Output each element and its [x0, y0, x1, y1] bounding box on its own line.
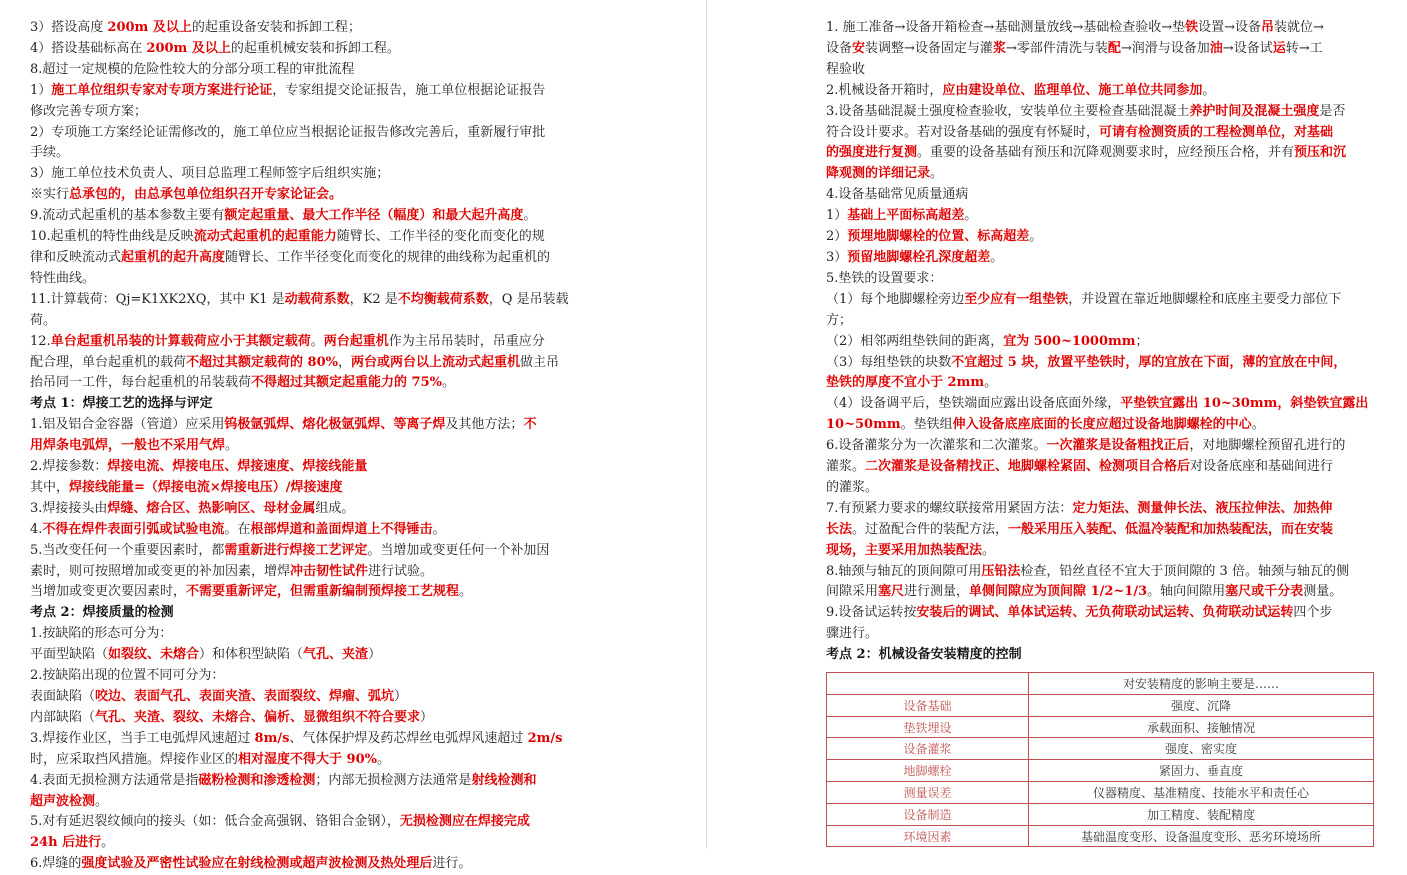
- highlighted-text: 焊缝、熔合区、热影响区、母材金属: [107, 500, 316, 516]
- text-segment: 。重要的设备基础有预压和沉降观测要求时，应经预压合格，并有: [917, 145, 1295, 161]
- highlighted-text: 流动式起重机的起重能力: [193, 229, 337, 245]
- highlighted-text: 2m/s: [527, 730, 563, 746]
- text-segment: 内部缺陷（: [30, 709, 96, 725]
- text-segment: 。: [432, 521, 446, 537]
- text-line: [30, 60, 586, 81]
- table-row: [827, 716, 1374, 738]
- text-segment: 。: [982, 542, 996, 558]
- text-line: [826, 81, 1380, 102]
- highlighted-text: 起重机的起升高度: [121, 249, 226, 265]
- text-segment: （1）每个地脚螺栓旁边: [826, 291, 965, 307]
- text-segment: 2）专项施工方案经论证需修改的，施工单位应当根据论证报告修改完善后，重新履行审批: [30, 124, 546, 140]
- highlighted-text: 两台起重机: [323, 333, 389, 349]
- highlighted-text: 垫铁的厚度不宜小于 2mm: [826, 375, 985, 391]
- text-line: [30, 666, 586, 687]
- text-segment: 。: [310, 333, 324, 349]
- highlighted-text: 油: [1209, 40, 1223, 56]
- highlighted-text: 超声波检测: [30, 793, 96, 809]
- text-segment: ，对地脚螺栓预留孔进行的: [1189, 438, 1346, 454]
- text-line: [30, 81, 586, 102]
- influence-cell: 紧固力、垂直度: [1029, 760, 1374, 782]
- text-segment: 8.超过一定规模的危险性较大的分部分项工程的审批流程: [30, 61, 355, 77]
- text-segment: 1）: [826, 208, 848, 224]
- highlighted-text: 可请有检测资质的工程检测单位，对基础: [1099, 124, 1334, 140]
- text-line: [30, 18, 586, 39]
- text-line: [30, 833, 586, 854]
- text-line: [30, 269, 586, 290]
- section-heading: [30, 603, 586, 624]
- text-segment: 4.设备基础常见质量通病: [826, 187, 969, 203]
- highlighted-text: 平垫铁宜露出 10~30mm，斜垫铁宜露出: [1120, 396, 1369, 412]
- factor-cell: 环境因素: [827, 825, 1029, 847]
- text-segment: 灌浆。: [826, 459, 866, 475]
- text-segment: 平面型缺陷（: [30, 647, 109, 663]
- text-line: [30, 143, 586, 164]
- table-row: [827, 782, 1374, 804]
- text-segment: 装就位→: [1274, 20, 1324, 35]
- text-segment: ）和体积型缺陷（: [199, 647, 304, 663]
- table-row: [827, 760, 1374, 782]
- text-segment: 2.焊接参数：: [30, 459, 108, 475]
- text-segment: 设置→设备: [1198, 20, 1262, 35]
- highlighted-text: 8m/s: [254, 730, 290, 746]
- highlighted-text: 动载荷系数: [284, 291, 350, 307]
- text-segment: 配合理，单台起重机的载荷: [30, 354, 187, 370]
- text-line: [826, 269, 1380, 290]
- text-segment: 1）: [30, 82, 52, 98]
- right-page-text: [826, 0, 1380, 666]
- highlighted-text: 预压和沉: [1294, 145, 1347, 161]
- text-line: [826, 290, 1380, 311]
- text-line: [30, 332, 586, 353]
- text-line: [30, 353, 586, 374]
- highlighted-text: 焊接线能量=（焊接电流×焊接电压）/焊接速度: [69, 479, 343, 495]
- text-segment: 考点 1：焊接工艺的选择与评定: [30, 396, 213, 412]
- text-line: [30, 624, 586, 645]
- text-segment: 装调整→设备固定与灌: [865, 40, 993, 56]
- text-line: [30, 478, 586, 499]
- text-line: [826, 478, 1380, 499]
- left-page: [30, 0, 586, 872]
- text-segment: 9.流动式起重机的基本参数主要有: [30, 208, 225, 224]
- highlighted-text: 钨极氩弧焊、熔化极氩弧焊、等离子焊: [224, 417, 446, 433]
- table-row: [827, 803, 1374, 825]
- text-segment: 。: [1251, 417, 1265, 433]
- text-segment: 3）施工单位技术负责人、项目总监理工程师签字后组织实施；: [30, 166, 390, 182]
- text-segment: ，专家组提交论证报告，施工单位根据论证报告: [272, 82, 546, 98]
- factor-cell: 地脚螺栓: [827, 760, 1029, 782]
- table-header-row: [827, 673, 1374, 695]
- text-segment: ，: [338, 354, 352, 370]
- highlighted-text: 强度试验及严密性试验应在射线检测或超声波检测及热处理后: [81, 856, 433, 872]
- text-segment: 5.对有延迟裂纹倾向的接头（如：低合金高强钢、铬钼合金钢），: [30, 814, 400, 830]
- text-segment: 的灌浆。: [826, 479, 879, 495]
- highlighted-text: 焊接电流、焊接电压、焊接速度、焊接线能量: [107, 459, 368, 475]
- influence-cell: 加工精度、装配精度: [1029, 803, 1374, 825]
- text-segment: →零部件清洗与装: [1005, 40, 1108, 56]
- text-segment: 转→工: [1285, 40, 1323, 56]
- text-line: [30, 750, 586, 771]
- highlighted-text: 基础上平面标高超差: [847, 208, 965, 224]
- text-line: [30, 164, 586, 185]
- section-heading: [30, 394, 586, 415]
- text-segment: 四个步: [1293, 605, 1333, 621]
- text-line: [826, 39, 1380, 60]
- highlighted-text: 配: [1107, 40, 1121, 56]
- text-segment: 。: [377, 751, 391, 767]
- text-line: [826, 353, 1380, 374]
- text-line: [30, 708, 586, 729]
- text-segment: 随臂长、工作半径的变化而变化的规: [336, 229, 545, 245]
- text-segment: ；: [1135, 333, 1149, 349]
- highlighted-text: 塞尺或千分表: [1225, 584, 1304, 600]
- text-line: [30, 729, 586, 750]
- text-line: [826, 123, 1380, 144]
- highlighted-text: 长法: [826, 521, 853, 537]
- text-line: [30, 687, 586, 708]
- text-line: [826, 311, 1380, 332]
- left-page-text: [30, 0, 586, 875]
- text-segment: 。垫铁组: [900, 417, 953, 433]
- factor-cell: 设备制造: [827, 803, 1029, 825]
- highlighted-text: 24h 后进行: [30, 835, 102, 851]
- highlighted-text: 塞尺: [878, 584, 905, 600]
- highlighted-text: 总承包的，由总承包单位组织召开专家论证会。: [69, 187, 343, 203]
- text-line: [826, 60, 1380, 81]
- text-segment: 。: [442, 375, 456, 391]
- text-segment: 2.机械设备开箱时，: [826, 82, 943, 98]
- highlighted-text: 现场，主要采用加热装配法: [826, 542, 983, 558]
- highlighted-text: 单侧间隙应为顶间隙 1/2~1/3: [969, 584, 1148, 600]
- text-segment: 6.设备灌浆分为一次灌浆和二次灌浆。: [826, 438, 1047, 454]
- text-segment: 检查，铅丝直径不宜大于顶间隙的 3 倍。轴颈与轴瓦的侧: [1020, 563, 1349, 579]
- text-segment: 10.起重机的特性曲线是反映: [30, 229, 194, 245]
- table-row: [827, 694, 1374, 716]
- text-segment: 其中，: [30, 479, 70, 495]
- highlighted-text: 根部焊道和盖面焊道上不得锤击: [250, 521, 433, 537]
- highlighted-text: 一次灌浆是设备粗找正后: [1046, 438, 1190, 454]
- highlighted-text: 的强度进行复测: [826, 145, 918, 161]
- text-segment: 符合设计要求。若对设备基础的强度有怀疑时，: [826, 124, 1100, 140]
- text-segment: 。: [984, 375, 998, 391]
- text-segment: 考点 2：机械设备安装精度的控制: [826, 647, 1022, 663]
- influence-cell: 承载面积、接触情况: [1029, 716, 1374, 738]
- text-segment: 。轴向间隙用: [1147, 584, 1226, 600]
- text-segment: 及其他方法；: [445, 417, 524, 433]
- highlighted-text: 养护时间及混凝土强度: [1189, 103, 1320, 119]
- text-segment: →润滑与设备加: [1120, 40, 1210, 56]
- highlighted-text: 200m 及以上: [107, 20, 192, 35]
- text-segment: ，Q 是吊装载荷。: [30, 291, 569, 328]
- text-line: [30, 457, 586, 478]
- page-divider: [706, 0, 707, 849]
- text-segment: 考点 2：焊接质量的检测: [30, 605, 174, 621]
- text-segment: 骤进行。: [826, 626, 879, 642]
- text-line: [826, 185, 1380, 206]
- text-segment: 对设备底座和基础间进行: [1190, 459, 1334, 475]
- text-line: [30, 436, 586, 457]
- text-segment: 。: [964, 208, 978, 224]
- text-segment: 设备: [826, 40, 853, 56]
- table-header-cell: [827, 673, 1029, 695]
- highlighted-text: 浆: [992, 40, 1006, 56]
- highlighted-text: 二次灌浆是设备精找正、地脚螺栓紧固、检测项目合格后: [865, 459, 1191, 475]
- highlighted-text: 安: [852, 40, 866, 56]
- highlighted-text: 气孔、夹渣、裂纹、未熔合、偏析、显微组织不符合要求: [95, 709, 421, 725]
- text-segment: 。: [990, 249, 1004, 265]
- text-segment: ）: [394, 689, 408, 704]
- highlighted-text: 至少应有一组垫铁: [964, 291, 1069, 307]
- text-line: [826, 394, 1380, 415]
- highlighted-text: 预留地脚螺栓孔深度超差: [847, 249, 991, 265]
- text-line: [826, 248, 1380, 269]
- text-segment: （4）设备调平后，垫铁端面应露出设备底面外缘，: [826, 396, 1121, 412]
- text-segment: 当增加或变更次要因素时，: [30, 584, 187, 600]
- text-segment: 进行。: [432, 856, 472, 872]
- text-segment: 2）: [826, 229, 848, 245]
- text-line: [826, 18, 1380, 39]
- highlighted-text: 如裂纹、未熔合: [108, 647, 200, 663]
- text-segment: 。过盈配合件的装配方法，: [852, 521, 1009, 537]
- text-line: [826, 102, 1380, 123]
- factor-cell: 测量误差: [827, 782, 1029, 804]
- text-line: [30, 520, 586, 541]
- text-segment: 随臂长、工作半径变化而变化的规律的曲线称为起重机的: [225, 249, 551, 265]
- text-line: [30, 290, 586, 332]
- highlighted-text: 需重新进行焊接工艺评定: [224, 542, 368, 558]
- text-segment: 9.设备试运转按: [826, 605, 917, 621]
- factor-cell: 设备灌浆: [827, 738, 1029, 760]
- text-segment: （3）每组垫铁的块数: [826, 354, 952, 370]
- text-segment: 进行测量，: [904, 584, 970, 600]
- text-segment: 3.焊接接头由: [30, 500, 108, 516]
- text-segment: 作为主吊吊装时，吊重应分: [388, 333, 545, 349]
- text-segment: 。: [1202, 82, 1216, 98]
- text-segment: 修改完善专项方案；: [30, 103, 148, 119]
- highlighted-text: 不需要重新评定，但需重新编制预焊接工艺规程: [186, 584, 460, 600]
- text-line: [30, 792, 586, 813]
- influence-cell: 仪器精度、基准精度、技能水平和责任心: [1029, 782, 1374, 804]
- text-segment: 。: [101, 835, 115, 851]
- text-segment: 、气体保护焊及药芯焊丝电弧焊风速超过: [289, 730, 528, 746]
- highlighted-text: 降观测的详细记录: [826, 166, 931, 182]
- text-segment: 1.铝及铝合金容器（管道）应采用: [30, 417, 225, 433]
- influence-cell: 基础温度变形、设备温度变形、恶劣环境场所: [1029, 825, 1374, 847]
- text-line: [30, 541, 586, 562]
- text-segment: 3）搭设高度: [30, 20, 108, 35]
- text-line: [826, 436, 1380, 457]
- right-page: [826, 0, 1380, 849]
- text-line: [30, 499, 586, 520]
- text-segment: ，并设置在靠近地脚螺栓和底座主要受力部位下: [1068, 291, 1342, 307]
- text-segment: ，K2 是: [349, 291, 398, 307]
- text-segment: 4.表面无损检测方法通常是指: [30, 772, 199, 788]
- text-segment: 律和反映流动式: [30, 249, 122, 265]
- text-segment: 2.按缺陷出现的位置不同可分为：: [30, 668, 225, 684]
- text-segment: 8.轴颈与轴瓦的顶间隙可用: [826, 563, 982, 579]
- text-segment: 1.按缺陷的形态可分为：: [30, 626, 173, 642]
- text-segment: →设备试: [1222, 40, 1273, 56]
- text-line: [826, 457, 1380, 478]
- text-line: [826, 373, 1380, 394]
- highlighted-text: 不得超过其额定起重能力的 75%: [251, 375, 442, 391]
- text-line: [30, 562, 586, 583]
- highlighted-text: 不超过其额定载荷的 80%: [186, 354, 338, 370]
- highlighted-text: 铁: [1185, 20, 1199, 35]
- text-segment: 3）: [826, 249, 848, 265]
- text-segment: 抬吊同一工件，每台起重机的吊装载荷: [30, 375, 252, 391]
- highlighted-text: 额定起重量、最大工作半径（幅度）和最大起升高度: [224, 208, 524, 224]
- text-line: [826, 624, 1380, 645]
- text-segment: 5.当改变任何一个重要因素时，都: [30, 542, 225, 558]
- text-segment: 进行试验。: [368, 563, 434, 579]
- text-line: [30, 373, 586, 394]
- precision-control-table: [826, 672, 1374, 847]
- highlighted-text: 不宜超过 5 块，放置平垫铁时，厚的宜放在下面，薄的宜放在中间，: [951, 354, 1347, 370]
- text-segment: 的起重设备安装和拆卸工程；: [191, 20, 361, 35]
- text-line: [826, 415, 1380, 436]
- text-segment: 。: [930, 166, 944, 182]
- highlighted-text: 压铅法: [981, 563, 1021, 579]
- text-line: [30, 812, 586, 833]
- highlighted-text: 预埋地脚螺栓的位置、标高超差: [847, 229, 1030, 245]
- table-header-cell: 对安装精度的影响主要是……: [1029, 673, 1374, 695]
- highlighted-text: 磁粉检测和渗透检测: [198, 772, 316, 788]
- highlighted-text: 200m 及以上: [146, 40, 231, 56]
- highlighted-text: 两台或两台以上流动式起重机: [351, 354, 521, 370]
- text-segment: 3.设备基础混凝土强度检查验收，安装单位主要检查基础混凝土: [826, 103, 1190, 119]
- text-segment: 特性曲线。: [30, 270, 96, 286]
- text-segment: 。: [95, 793, 109, 809]
- text-segment: 5.垫铁的设置要求：: [826, 270, 943, 286]
- text-segment: （2）相邻两组垫铁间的距离，: [826, 333, 1004, 349]
- text-segment: 。: [225, 438, 239, 454]
- text-line: [30, 206, 586, 227]
- text-segment: 4）搭设基础标高在: [30, 40, 147, 56]
- text-line: [826, 499, 1380, 520]
- highlighted-text: 不得在焊件表面引弧或试验电流: [42, 521, 225, 537]
- text-line: [826, 143, 1380, 164]
- text-line: [30, 102, 586, 123]
- text-line: [30, 39, 586, 60]
- table-row: [827, 825, 1374, 847]
- text-line: [30, 582, 586, 603]
- section-heading: [826, 645, 1380, 666]
- text-segment: 方；: [826, 312, 853, 328]
- text-segment: 是否: [1319, 103, 1346, 119]
- text-segment: 4.: [30, 521, 43, 537]
- text-line: [30, 227, 586, 248]
- highlighted-text: 定力矩法、测量伸长法、液压拉伸法、加热伸: [1072, 500, 1333, 516]
- text-segment: 测量。: [1303, 584, 1343, 600]
- highlighted-text: 用焊条电弧焊，一般也不采用气焊: [30, 438, 226, 454]
- highlighted-text: 伸入设备底座底面的长度应超过设备地脚螺栓的中心: [952, 417, 1252, 433]
- highlighted-text: 不: [523, 417, 537, 433]
- highlighted-text: 单台起重机吊装的计算载荷应小于其额定载荷: [50, 333, 311, 349]
- text-line: [30, 185, 586, 206]
- highlighted-text: 射线检测和: [471, 772, 537, 788]
- text-segment: 。当增加或变更任何一个补加因: [367, 542, 550, 558]
- highlighted-text: 一般采用压入装配、低温冷装配和加热装配法，而在安装: [1008, 521, 1334, 537]
- text-segment: 手续。: [30, 145, 70, 161]
- text-segment: 1. 施工准备→设备开箱检查→基础测量放线→基础检查验收→垫: [826, 20, 1186, 35]
- text-segment: 。: [523, 208, 537, 224]
- highlighted-text: 施工单位组织专家对专项方案进行论证: [51, 82, 273, 98]
- highlighted-text: 相对湿度不得大于 90%: [238, 751, 377, 767]
- text-segment: 程验收: [826, 61, 866, 77]
- highlighted-text: 冲击韧性试件: [290, 563, 369, 579]
- text-segment: ※实行: [30, 187, 70, 203]
- text-segment: 11.计算载荷：Qj=K1XK2XQ，其中 K1 是: [30, 291, 285, 307]
- text-segment: 。: [459, 584, 473, 600]
- highlighted-text: 气孔、夹渣: [303, 647, 369, 663]
- text-segment: 3.焊接作业区，当手工电弧焊风速超过: [30, 730, 255, 746]
- text-line: [30, 854, 586, 875]
- text-line: [826, 582, 1380, 603]
- text-segment: 时，应采取挡风措施。焊接作业区的: [30, 751, 239, 767]
- text-line: [826, 332, 1380, 353]
- highlighted-text: 咬边、表面气孔、表面夹渣、表面裂纹、焊瘤、弧坑: [95, 689, 395, 704]
- highlighted-text: 吊: [1261, 20, 1275, 35]
- text-segment: 做主吊: [520, 354, 560, 370]
- text-line: [826, 562, 1380, 583]
- text-segment: 的起重机械安装和拆卸工程。: [230, 40, 400, 56]
- factor-cell: 垫铁埋设: [827, 716, 1029, 738]
- text-segment: ）: [368, 647, 382, 663]
- highlighted-text: 运: [1272, 40, 1286, 56]
- text-line: [826, 520, 1380, 541]
- text-segment: 。在: [224, 521, 251, 537]
- text-line: [30, 645, 586, 666]
- text-line: [826, 603, 1380, 624]
- highlighted-text: 应由建设单位、监理单位、施工单位共同参加: [942, 82, 1203, 98]
- factor-cell: 设备基础: [827, 694, 1029, 716]
- highlighted-text: 宜为 500~1000mm: [1003, 333, 1136, 349]
- text-line: [30, 248, 586, 269]
- influence-cell: 强度、密实度: [1029, 738, 1374, 760]
- highlighted-text: 不均衡载荷系数: [397, 291, 489, 307]
- highlighted-text: 无损检测应在焊接完成: [399, 814, 530, 830]
- text-line: [826, 206, 1380, 227]
- text-line: [30, 123, 586, 144]
- table-row: [827, 738, 1374, 760]
- highlighted-text: 安装后的调试、单体试运转、无负荷联动试运转、负荷联动试运转: [916, 605, 1294, 621]
- text-segment: 素时，则可按照增加或变更的补加因素，增焊: [30, 563, 291, 579]
- text-segment: 7.有预紧力要求的螺纹联接常用紧固方法：: [826, 500, 1073, 516]
- text-segment: 组成。: [315, 500, 355, 516]
- text-line: [30, 415, 586, 436]
- text-line: [826, 164, 1380, 185]
- text-segment: ）: [420, 709, 434, 725]
- text-segment: 12.: [30, 333, 51, 349]
- text-segment: 表面缺陷（: [30, 689, 96, 704]
- highlighted-text: 10~50mm: [826, 417, 901, 433]
- text-segment: 。: [1029, 229, 1043, 245]
- text-line: [30, 771, 586, 792]
- text-segment: ；内部无损检测方法通常是: [315, 772, 472, 788]
- text-segment: 间隙采用: [826, 584, 879, 600]
- text-segment: 6.焊缝的: [30, 856, 82, 872]
- text-line: [826, 227, 1380, 248]
- text-line: [826, 541, 1380, 562]
- influence-cell: 强度、沉降: [1029, 694, 1374, 716]
